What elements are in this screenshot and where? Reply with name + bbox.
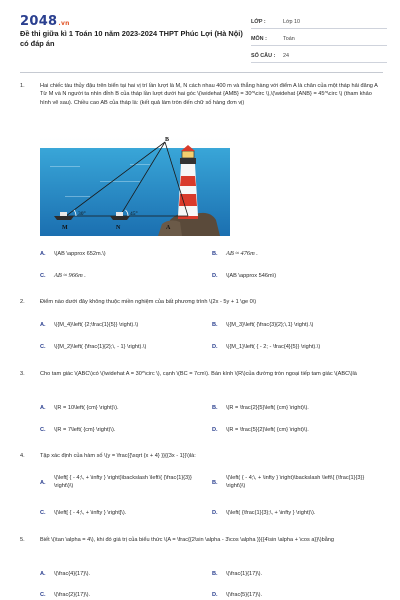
option-letter: A.: [40, 322, 46, 328]
option-letter: A.: [40, 405, 46, 411]
option-text: \({M_4}\left( {2;\frac{1}{5}} \right).\): [54, 322, 139, 328]
option-4b[interactable]: [212, 474, 376, 490]
option-2c[interactable]: [40, 343, 204, 351]
option-1c[interactable]: [40, 272, 204, 280]
option-text: \(AB \approx 652m.\): [54, 251, 106, 257]
question-number: 2.: [20, 299, 25, 305]
option-3a[interactable]: [40, 404, 204, 412]
lighthouse-figure: [40, 136, 230, 236]
option-text: \(\frac{1}{17}\).: [226, 571, 263, 577]
document-title: Đề thi giữa kì 1 Toán 10 năm 2023-2024 THPT Phúc Lợi (Hà Nội) có đáp án: [20, 29, 243, 48]
meta-value: 24: [283, 53, 289, 59]
option-2d[interactable]: [212, 343, 376, 351]
logo-suffix: .vn: [58, 20, 70, 27]
option-3b[interactable]: [212, 404, 376, 412]
meta-value: Lớp 10: [283, 19, 301, 25]
option-text: \(R = 7\left( {cm} \right)\).: [54, 427, 116, 433]
meta-row-count: [251, 46, 387, 63]
exam-meta: [251, 12, 387, 63]
question-text: Biết \(\tan \alpha = 4\), khi đó giá trị của biểu thức \(A = \frac{{2\sin \alpha - 3\cos \alpha }}{{4\sin \alpha + \cos a}}\)bằng: [40, 537, 335, 543]
label-a: A: [166, 225, 171, 231]
option-letter: A.: [40, 480, 46, 486]
question-2: [20, 298, 383, 308]
option-5b[interactable]: [212, 570, 376, 578]
option-5d[interactable]: [212, 591, 376, 599]
option-text: \(AB \approx 546m\): [226, 273, 277, 279]
option-letter: C.: [40, 592, 46, 598]
header-divider: [20, 72, 383, 73]
option-letter: B.: [212, 480, 218, 486]
angle-n-label: 45°: [130, 211, 138, 217]
option-text: \(\left[ { - 4;\, + \infty } \right]\).: [54, 510, 127, 516]
meta-key: SỐ CÂU :: [251, 53, 276, 59]
angle-m-label: 30°: [78, 211, 86, 217]
option-letter: B.: [212, 405, 218, 411]
option-letter: D.: [212, 510, 218, 516]
meta-key: MÔN :: [251, 36, 267, 42]
option-2a[interactable]: [40, 321, 204, 329]
label-b: B: [165, 137, 170, 143]
option-text: \(R = \frac{5}{2}\left( {cm} \right)\).: [226, 427, 309, 433]
option-text: \(R = \frac{2}{5}\left( {cm} \right)\).: [226, 405, 309, 411]
option-letter: C.: [40, 427, 46, 433]
option-letter: B.: [212, 571, 218, 577]
option-text: AB ≈ 966m .: [54, 272, 86, 279]
question-3: [20, 370, 383, 388]
option-4c[interactable]: [40, 509, 204, 517]
question-number: 4.: [20, 453, 25, 459]
label-n: N: [116, 225, 121, 231]
option-text: \({M_3}\left( {\frac{3}{2};\,1} \right).\): [226, 322, 314, 328]
option-letter: C.: [40, 510, 46, 516]
option-letter: C.: [40, 344, 46, 350]
option-letter: B.: [212, 322, 218, 328]
option-1a[interactable]: [40, 250, 204, 258]
option-5c[interactable]: [40, 591, 204, 599]
option-text: \(\frac{2}{17}\).: [54, 592, 91, 598]
option-letter: C.: [40, 273, 46, 279]
option-text: \(\frac{4}{17}\).: [54, 571, 91, 577]
question-text: Hai chiếc tàu thủy đậu trên biển tại hai vị trí lần lượt là M, N cách nhau 400 m và thẳng hàng với điểm A là chân của một tháp hải đăng A Từ M và N người ta nhìn đỉnh B của tháp lần lượt dưới hai góc \(\widehat {AMB} = 30^\circ \),\(\widehat {ANB} = 45^\circ \) (tham khảo hình vẽ sau). Chiều cao AB của tháp là: (kết quả làm tròn đến chữ số hàng đơn vị): [40, 83, 378, 106]
option-letter: A.: [40, 251, 46, 257]
option-text: \(\left( {\frac{1}{3};\, + \infty } \right)\).: [226, 510, 316, 516]
option-text: \(\left[ { - 4;\, + \infty } \right)\backslash \left\{ {\frac{1}{3}} \right\}\): [54, 475, 192, 489]
question-number: 5.: [20, 537, 25, 543]
label-m: M: [62, 225, 68, 231]
meta-key: LỚP :: [251, 19, 266, 25]
option-text: AB ≈ 476m .: [226, 250, 258, 257]
question-number: 1.: [20, 83, 25, 89]
site-logo[interactable]: 2048.vn: [20, 14, 70, 29]
option-text: \(\frac{5}{17}\).: [226, 592, 263, 598]
option-3d[interactable]: [212, 426, 376, 434]
page-header: [0, 0, 400, 64]
option-letter: D.: [212, 273, 218, 279]
option-text: \(R = 10\left( {cm} \right)\).: [54, 405, 119, 411]
option-letter: D.: [212, 592, 218, 598]
option-text: \(\left( { - 4;\, + \infty } \right)\backslash \left\{ {\frac{1}{3}} \right\}\): [226, 475, 365, 489]
option-1d[interactable]: [212, 272, 376, 280]
option-text: \({M_2}\left( {\frac{1}{2};\, - 1} \right).\): [54, 344, 147, 350]
meta-row-class: [251, 12, 387, 29]
option-1b[interactable]: [212, 250, 376, 258]
option-letter: D.: [212, 427, 218, 433]
meta-value: Toán: [283, 36, 295, 42]
meta-row-subject: [251, 29, 387, 46]
option-4d[interactable]: [212, 509, 376, 517]
question-text: Tập xác định của hàm số \(y = \frac{{\sqrt {x + 4} }}{{3x - 1}}\)là:: [40, 453, 196, 459]
question-text: Cho tam giác \(ABC\)có \(\widehat A = 30^\circ \), cạnh \(BC = 7cm\). Bán kính \(R\)của đường tròn ngoại tiếp tam giác \(ABC\)là: [40, 371, 357, 377]
option-2b[interactable]: [212, 321, 376, 329]
option-letter: D.: [212, 344, 218, 350]
option-letter: B.: [212, 251, 218, 257]
question-5: [20, 536, 383, 554]
question-1: [20, 82, 383, 124]
option-text: \({M_1}\left( { - 2; - \frac{4}{5}} \right).\): [226, 344, 321, 350]
question-text: Điểm nào dưới đây không thuộc miền nghiệm của bất phương trình \(2x - 5y + 1 \ge 0\): [40, 299, 257, 305]
option-4a[interactable]: [40, 474, 204, 490]
option-5a[interactable]: [40, 570, 204, 578]
question-number: 3.: [20, 371, 25, 377]
option-3c[interactable]: [40, 426, 204, 434]
question-4: [20, 452, 383, 462]
option-letter: A.: [40, 571, 46, 577]
